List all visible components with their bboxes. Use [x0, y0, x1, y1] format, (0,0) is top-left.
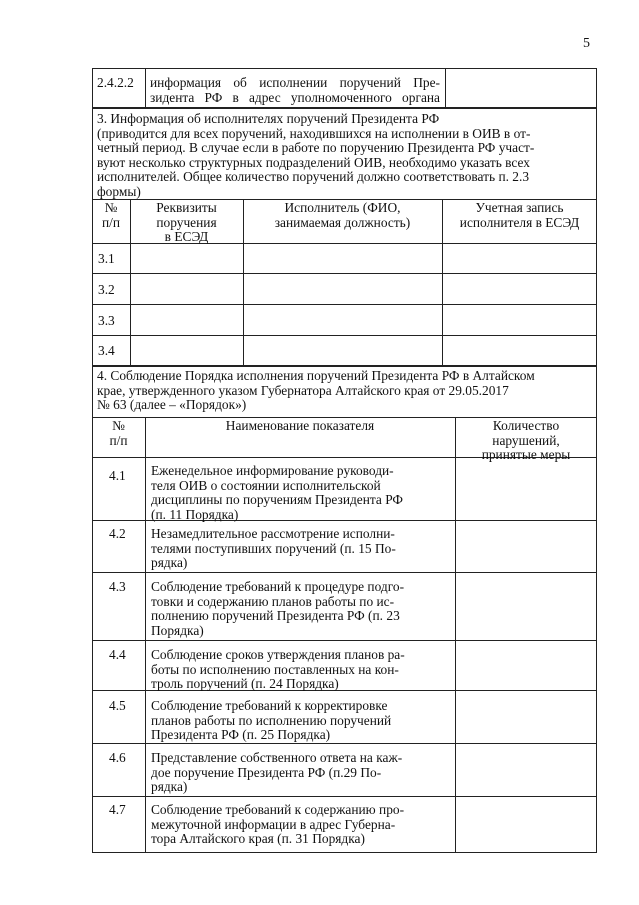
- section4-row-line: [92, 796, 597, 797]
- section4-col-divider: [145, 417, 146, 853]
- section4-row-number: 4.2: [109, 526, 126, 541]
- section4-row-number: 4.5: [109, 698, 126, 713]
- section4-heading: 4. Соблюдение Порядка исполнения поручений Президента РФ в Алтайском крае, утвержденного указом Губернатора Алтайского края от 29.05.2017 № 63 (далее – «Порядок»): [97, 368, 535, 412]
- section3-row-line: [92, 335, 597, 336]
- section3-col-header-executor: Исполнитель (ФИО, занимаемая должность): [274, 200, 411, 230]
- section4-row-line: [92, 640, 597, 641]
- section4-row-number: 4.6: [109, 750, 126, 765]
- section4-row-line: [92, 743, 597, 744]
- section4-col-header-number: № п/п: [109, 418, 128, 448]
- section4-col-header-indicator: Наименование показателя: [225, 418, 375, 433]
- section4-row-text: Соблюдение сроков утверждения планов ра- боты по исполнению поставленных на кон- троль поручений (п. 24 Порядка): [151, 647, 405, 691]
- section4-col-header-violations: Количество нарушений, принятые меры: [481, 418, 571, 462]
- section3-heading: 3. Информация об исполнителях поручений Президента РФ (приводится для всех поручений, находившихся на исполнении в ОИВ в от- четный период. В случае если в работе по поручению Президента РФ участ- вуют несколько структурных подразделений ОИВ, необходимо указать всех исполнителей. Общее количество поручений должно соответствовать п. 2.3 формы): [97, 111, 535, 199]
- section3-col-header-requisites: Реквизиты поручения в ЕСЭД: [156, 200, 217, 244]
- page-number: 5: [583, 36, 590, 51]
- section4-row-number: 4.7: [109, 802, 126, 817]
- section4-row-number: 4.4: [109, 647, 126, 662]
- section3-row-line: [92, 304, 597, 305]
- section4-row-number: 4.1: [109, 468, 126, 483]
- section4-row-text: Соблюдение требований к содержанию про- межуточной информации в адрес Губерна- тора Алтайского края (п. 31 Порядка): [151, 802, 405, 846]
- section4-row-line: [92, 572, 597, 573]
- section4-row-text: Представление собственного ответа на каж- дое поручение Президента РФ (п.29 По- рядка): [151, 750, 403, 794]
- row-2-4-2-2-number: 2.4.2.2: [97, 75, 134, 90]
- row-2-4-2-2-text: информация об исполнении поручений Пре- зидента РФ в адрес уполномоченного органа: [150, 75, 440, 105]
- section4-row-number: 4.3: [109, 579, 126, 594]
- section3-row-number: 3.2: [98, 282, 115, 297]
- row-2-4-2-2-divider: [445, 68, 446, 108]
- section4-row-text: Еженедельное информирование руководи- теля ОИВ о состоянии исполнительской дисциплины по поручениям Президента РФ (п. 11 Порядка): [151, 463, 404, 522]
- section3-row-line: [92, 273, 597, 274]
- section4-row-text: Соблюдение требований к корректировке планов работы по исполнению поручений Президента РФ (п. 25 Порядка): [151, 698, 392, 742]
- section4-row-text: Соблюдение требований к процедуре подго- товки и содержанию планов работы по ис- полнению поручений Президента РФ (п. 23 Порядка): [151, 579, 405, 638]
- section3-row-number: 3.1: [98, 251, 115, 266]
- section3-col-header-number: № п/п: [101, 200, 121, 230]
- section3-row-number: 3.4: [98, 343, 115, 358]
- section4-row-text: Незамедлительное рассмотрение исполни- телями поступивших поручений (п. 15 По- рядка): [151, 526, 396, 570]
- row-2-4-2-2-divider: [145, 68, 146, 108]
- section3-col-header-account: Учетная запись исполнителя в ЕСЭД: [459, 200, 580, 230]
- section4-col-divider: [455, 417, 456, 853]
- section3-row-number: 3.3: [98, 313, 115, 328]
